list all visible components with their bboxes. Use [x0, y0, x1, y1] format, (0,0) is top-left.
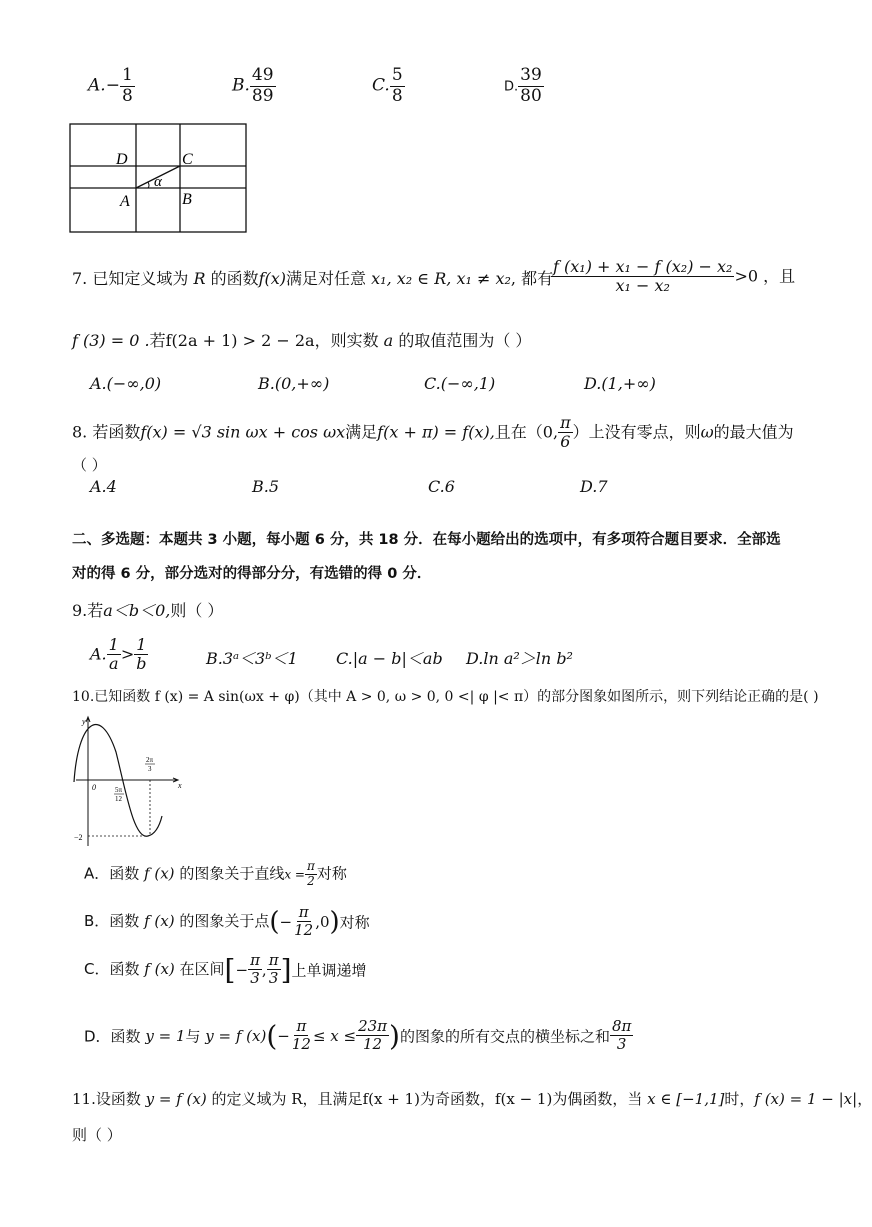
q7-math: f(x)	[258, 269, 287, 288]
section2-line1: 二、多选题：本题共 3 小题，每小题 6 分，共 18 分．在每小题给出的选项中，有多项符合题目要求．全部选	[72, 532, 781, 548]
q6-option-num: 39	[520, 65, 542, 85]
q7-math: R	[193, 269, 206, 288]
q10-graph	[72, 712, 192, 848]
q10-text: C．函数	[84, 959, 140, 978]
q6-option-letter: B.	[232, 75, 250, 96]
q7-frac-num: f (x₁) + x₁ − f (x₂) − x₂	[553, 257, 733, 276]
q10-frac-den: 3	[268, 969, 279, 988]
q6-option-sign: −	[105, 75, 120, 96]
q7-text: 的函数	[210, 269, 259, 288]
q7-text: , 都有	[510, 269, 554, 288]
q7-option-a: A.(−∞,0)	[90, 374, 162, 393]
q10-frac-num: π	[296, 1017, 307, 1035]
q6-option-num: 5	[391, 65, 403, 85]
q9-frac-num: 1	[136, 635, 147, 654]
q10-y-label: y	[82, 717, 86, 726]
q10-text: B．函数	[84, 911, 140, 930]
q10-math: y = f (x)	[205, 1026, 267, 1045]
grid-label-alpha: α	[154, 174, 162, 190]
q11-line2: 则（ ）	[72, 1126, 122, 1144]
q10-option-c: C．函数 f (x) 在区间[− $\frac{\pi}{3}$ , $\frac{\pi}{3}$ ]上单调递增	[84, 951, 367, 988]
q9-option-b: B.3ᵃ＜3ᵇ＜1	[206, 649, 298, 668]
q8-paren: （ ）	[72, 456, 107, 474]
q8-text: 的最大值为	[713, 422, 794, 442]
q6-option-den: 80	[520, 85, 542, 106]
q10-text: 的图象关于直线	[179, 864, 285, 883]
q10-option-a	[84, 860, 347, 889]
q9-frac-den: a	[108, 654, 119, 674]
q8-option-d: D.7	[580, 477, 608, 496]
q10-frac-den: 3	[616, 1035, 627, 1054]
q8-text: 满足	[345, 422, 378, 442]
q7-math: a	[383, 331, 394, 350]
q6-option-b	[232, 66, 276, 106]
q9-math: a＜b＜0,	[103, 601, 171, 620]
q7-fraction	[551, 258, 795, 296]
q10-frac-den: 3	[250, 969, 260, 988]
q11-text: 的定义域为 R，且满足	[211, 1090, 363, 1108]
q8-frac-num: π	[560, 413, 571, 432]
q10-math: f (x)	[144, 911, 175, 930]
grid-label-b: B	[182, 191, 192, 208]
q8-option-c: C.6	[428, 477, 455, 496]
q10-math: ,0	[315, 912, 330, 931]
q7-option-c: C.(−∞,1)	[424, 374, 496, 393]
q10-frac-den: 2	[307, 873, 315, 888]
q9-option-d: D.ln a²＞ln b²	[466, 649, 573, 668]
grid-label-a: A	[120, 193, 130, 210]
q7-math: f(2a + 1) > 2 − 2a	[165, 331, 315, 350]
q9-frac-num: 1	[108, 635, 119, 654]
q10-text: 在区间	[179, 959, 225, 978]
q11-text: 11.设函数	[72, 1090, 141, 1108]
q10-text: D．函数	[84, 1027, 141, 1046]
q10-frac-num: π	[306, 859, 315, 873]
q10-frac-den: 12	[294, 921, 314, 940]
q7-math: f (3) = 0 .	[72, 331, 150, 350]
q8-text: 8. 若函数	[72, 422, 141, 442]
q8-option-a: A.4	[90, 477, 117, 496]
q10-x2-num: 2π	[146, 756, 154, 764]
q7-text: 7. 已知定义域为	[72, 269, 189, 288]
grid-figure	[68, 122, 250, 234]
q11-math: f(x − 1)	[494, 1090, 553, 1108]
q6-option-den: 89	[251, 85, 274, 106]
q8-line1	[72, 414, 794, 452]
q10-ymin-label: −2	[74, 833, 83, 842]
q9-option-letter: A.	[90, 644, 107, 664]
q10-stem: 10.已知函数 f (x) = A sin(ωx + φ)（其中 A > 0, ω > 0, 0 <| φ |< π）的部分图象如图所示，则下列结论正确的是( )	[72, 689, 819, 705]
q10-x-label: x	[178, 781, 182, 790]
q10-x1-den: 12	[115, 795, 122, 803]
q8-math: f(x + π) = f(x),	[377, 422, 495, 442]
q10-text: 与	[185, 1027, 201, 1046]
q6-option-num: 49	[251, 65, 274, 85]
grid-label-c: C	[182, 151, 193, 168]
q11-text: ，	[857, 1090, 872, 1108]
q8-math: f(x) = √3 sin ωx + cos ωx	[140, 422, 346, 442]
q10-option-d: D．函数 y = 1与 y = f (x)(− $\frac{\pi}{12}$ ≤ x ≤ $\frac{23\pi}{12}$ )的图象的所有交点的横坐标之和 $\frac{8\pi}{3}$	[84, 1017, 632, 1054]
q10-text: 上单调递增	[291, 961, 367, 980]
q11-text: 为偶函数，当	[552, 1090, 643, 1108]
q9-frac-den: b	[136, 654, 147, 674]
q8-text: ）上没有零点，则	[572, 422, 701, 442]
q10-frac-num: π	[250, 951, 260, 969]
q6-option-d	[504, 66, 544, 106]
q6-option-den: 8	[391, 85, 403, 106]
q11-text: 时，	[724, 1090, 755, 1108]
q10-math: f (x)	[144, 959, 175, 978]
q11-math: x ∈ [−1,1]	[647, 1090, 725, 1108]
q6-option-a	[88, 66, 135, 106]
q6-option-letter: D.	[504, 79, 519, 95]
q7-frac-den: x₁ − x₂	[615, 276, 670, 296]
q10-text: A．函数	[84, 864, 140, 883]
q9-option-c: C.|a − b|＜ab	[336, 649, 443, 668]
section2-line2: 对的得 6 分，部分选对的得部分分，有选错的得 0 分．	[72, 566, 432, 582]
q10-math: y = 1	[145, 1026, 186, 1045]
q10-math: ≤ x ≤	[312, 1026, 357, 1045]
q11-math: f(x + 1)	[362, 1090, 420, 1108]
q10-x1-num: 5π	[115, 786, 123, 794]
q10-math: f (x)	[144, 864, 175, 883]
q10-text: 对称	[316, 864, 347, 883]
q10-text: 的图象关于点	[179, 911, 270, 930]
q9-option-a	[90, 636, 148, 674]
q10-frac-den: 12	[363, 1035, 383, 1054]
q6-option-num: 1	[121, 65, 133, 85]
q10-frac-den: 12	[291, 1035, 311, 1054]
q7-text: 的取值范围为（ ）	[398, 331, 532, 350]
q9-text: 9.若	[72, 601, 104, 620]
q7-option-b: B.(0,+∞)	[258, 374, 330, 393]
q7-text: >0 ，且	[734, 266, 796, 286]
q11-text: 为奇函数，	[419, 1090, 495, 1108]
q6-option-c	[372, 66, 405, 106]
q7-line2	[72, 328, 531, 351]
q7-line1	[72, 266, 553, 289]
q11-math: f (x) = 1 − |x|	[754, 1090, 858, 1108]
q11-line1	[72, 1088, 872, 1109]
q10-x2-den: 3	[148, 765, 152, 773]
q9-text: 则（ ）	[170, 601, 224, 620]
q10-math: x =	[284, 867, 305, 882]
q7-text: ，则实数	[314, 331, 379, 350]
q7-option-d: D.(1,+∞)	[584, 374, 656, 393]
q10-text: 对称	[339, 913, 370, 932]
q9-stem	[72, 598, 223, 621]
q6-option-letter: A.	[88, 75, 106, 96]
q8-text: 且在（0,	[494, 422, 559, 442]
q8-option-b: B.5	[252, 477, 280, 496]
q10-frac-num: 23π	[358, 1017, 388, 1035]
q11-math: y = f (x)	[145, 1090, 207, 1108]
q8-math: ω	[700, 422, 714, 442]
q10-option-b: B．函数 f (x) 的图象关于点(− $\frac{\pi}{12}$ ,0)对称	[84, 903, 370, 940]
q10-text: 的图象的所有交点的横坐标之和	[399, 1027, 610, 1046]
q10-origin-label: 0	[92, 783, 96, 792]
q7-math: x₁, x₂ ∈ R, x₁ ≠ x₂	[371, 269, 511, 288]
q10-frac-num: π	[268, 951, 279, 969]
q6-option-den: 8	[121, 85, 133, 106]
grid-label-d: D	[116, 151, 128, 168]
q6-option-letter: C.	[372, 75, 390, 96]
q7-text: 若	[149, 331, 166, 350]
q10-frac-num: 8π	[611, 1017, 632, 1035]
q9-gt: >	[120, 644, 135, 664]
q7-text: 满足对任意	[286, 269, 367, 288]
q8-frac-den: 6	[560, 432, 571, 452]
q10-frac-num: π	[298, 903, 309, 921]
